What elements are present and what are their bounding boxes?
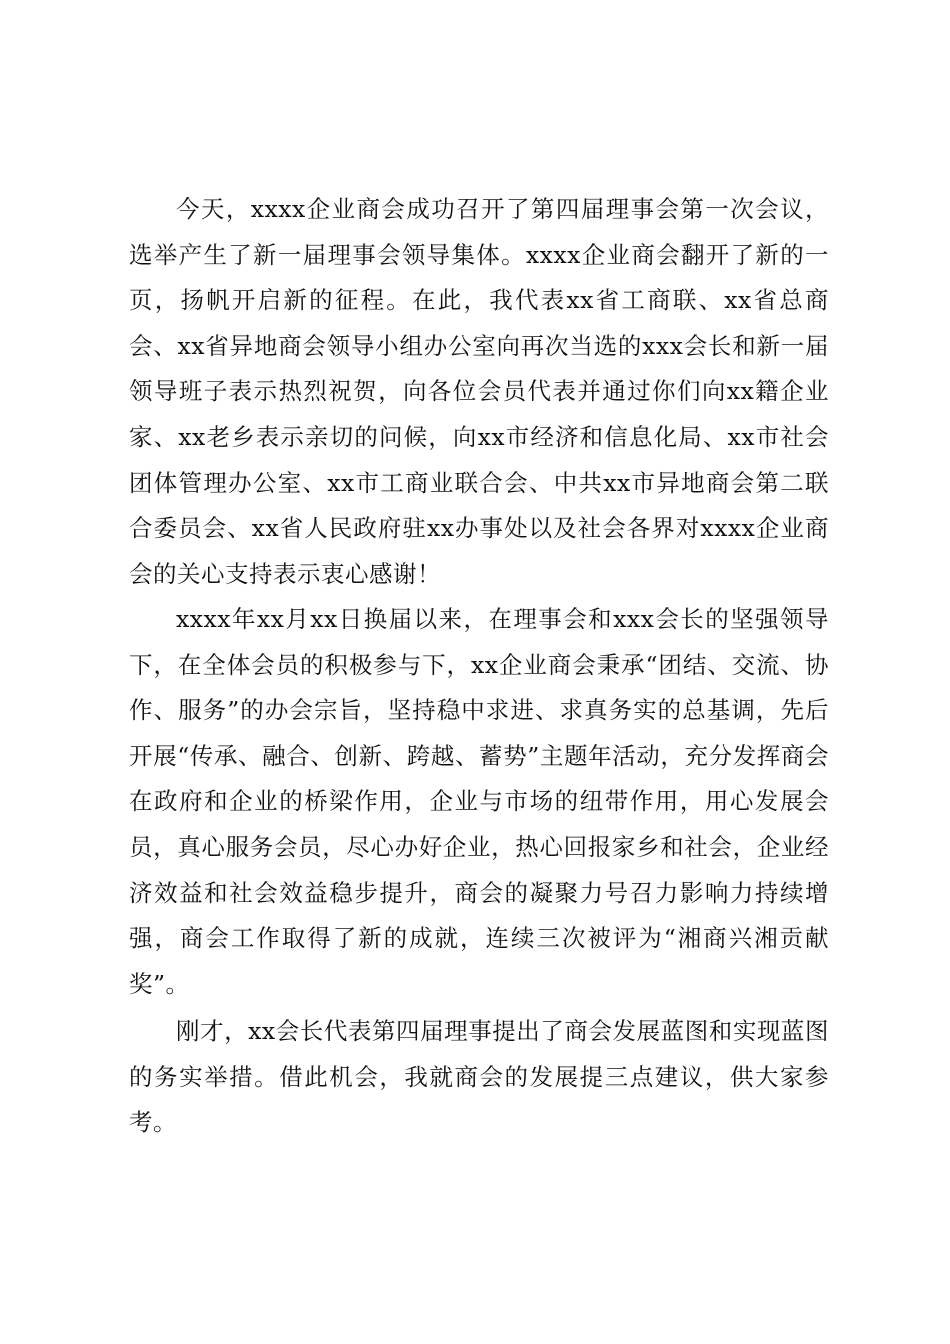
paragraph-suggestions-intro: 刚才，xx会长代表第四届理事提出了商会发展蓝图和实现蓝图的务实举措。借此机会，我就商会的发展提三点建议，供大家参考。 — [129, 1017, 829, 1137]
paragraph-achievements: xxxx年xx月xx日换届以来，在理事会和xxx会长的坚强领导下，在全体会员的积极参与下，xx企业商会秉承“团结、交流、协作、服务”的办会宗旨，坚持稳中求进、求真务实的总基调，先后开展“传承、融合、创新、跨越、蓄势”主题年活动，充分发挥商会在政府和企业的桥梁作用，企业与市场的纽带作用，用心发展会员，真心服务会员，尽心办好企业，热心回报家乡和社会，企业经济效益和社会效益稳步提升，商会的凝聚力号召力影响力持续增强，商会工作取得了新的成就，连续三次被评为“湘商兴湘贡献奖”。 — [129, 605, 829, 998]
paragraph-opening: 今天，xxxx企业商会成功召开了第四届理事会第一次会议，选举产生了新一届理事会领导集体。xxxx企业商会翻开了新的一页，扬帆开启新的征程。在此，我代表xx省工商联、xx省总商会、xx省异地商会领导小组办公室向再次当选的xxx会长和新一届领导班子表示热烈祝贺，向各位会员代表并通过你们向xx籍企业家、xx老乡表示亲切的问候，向xx市经济和信息化局、xx市社会团体管理办公室、xx市工商业联合会、中共xx市异地商会第二联合委员会、xx省人民政府驻xx办事处以及社会各界对xxxx企业商会的关心支持表示衷心感谢！ — [129, 195, 829, 588]
